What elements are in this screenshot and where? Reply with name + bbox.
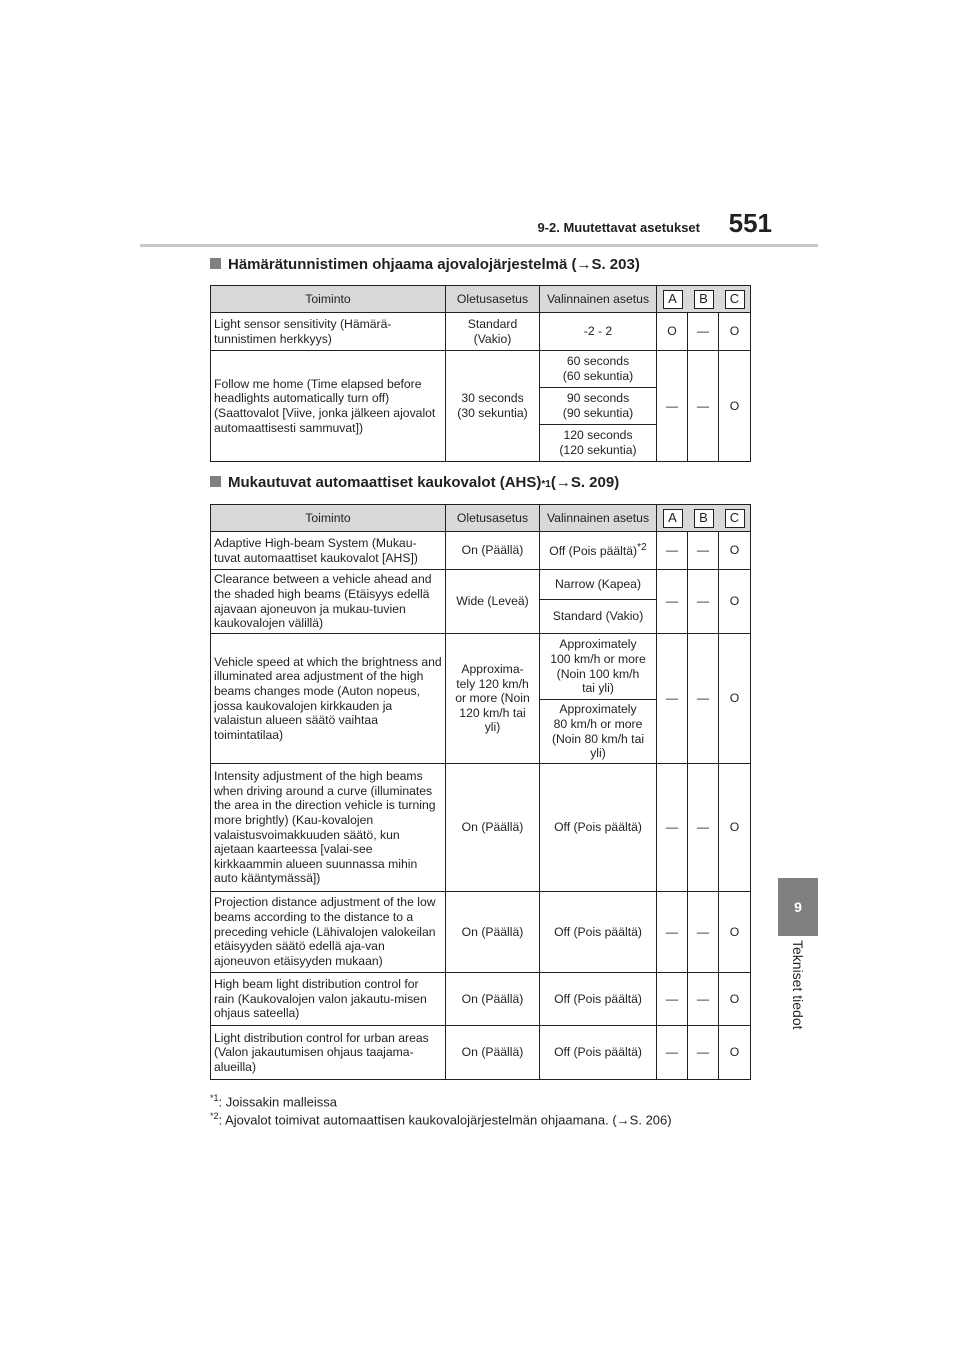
function-cell: Light sensor sensitivity (Hämärä-tunnistimen herkkyys) xyxy=(211,313,446,351)
b-cell: — xyxy=(688,532,719,570)
col-options-header: Valinnainen asetus xyxy=(540,286,657,313)
default-cell: On (Päällä) xyxy=(446,532,540,570)
c-cell: O xyxy=(719,351,751,462)
a-cell: — xyxy=(657,351,688,462)
default-cell: Standard (Vakio) xyxy=(446,313,540,351)
a-cell: — xyxy=(657,1026,688,1080)
option-cell: 120 seconds (120 sekuntia) xyxy=(540,425,657,462)
chapter-number: 9 xyxy=(794,899,802,915)
table-row xyxy=(211,351,751,388)
function-cell: Vehicle speed at which the brightness and illuminated area adjustment of the high beams changes mode (Auton nopeus, jossa kaukovalojen kirkkauden ja valaistun alueen säätö vaihtaa toimintatilaa) xyxy=(211,634,446,764)
default-cell: On (Päällä) xyxy=(446,764,540,892)
col-c-icon: C xyxy=(725,290,745,309)
footnote-1 xyxy=(210,1093,672,1111)
function-cell: Adaptive High-beam System (Mukau-tuvat automaattiset kaukovalot [AHS]) xyxy=(211,532,446,570)
footnote-2 xyxy=(210,1111,672,1129)
option-cell: Approximately 100 km/h or more (Noin 100 km/h tai yli) xyxy=(540,634,657,700)
b-cell: — xyxy=(688,764,719,892)
section-heading-1 xyxy=(210,256,640,273)
col-c-icon: C xyxy=(725,509,745,528)
a-cell: — xyxy=(657,532,688,570)
option-cell: 90 seconds (90 sekuntia) xyxy=(540,388,657,425)
b-cell: — xyxy=(688,892,719,973)
col-function-header: Toiminto xyxy=(211,505,446,532)
col-abc-header xyxy=(657,286,751,313)
option-cell: Off (Pois päältä) xyxy=(540,764,657,892)
option-text: Off (Pois päältä) xyxy=(549,544,638,559)
page-number: 551 xyxy=(728,208,772,238)
col-a-icon: A xyxy=(663,509,683,528)
section-heading-2-text: Mukautuvat automaattiset kaukovalot (AHS) xyxy=(228,474,542,491)
function-cell: Projection distance adjustment of the low beams according to the distance to a preceding vehicle (Lähivalojen valokeilan etäisyyden säätö edellä aja-van ajoneuvon etäisyyden mukaan) xyxy=(211,892,446,973)
table-row xyxy=(211,634,751,700)
default-cell: On (Päällä) xyxy=(446,892,540,973)
c-cell: O xyxy=(719,313,751,351)
table-header-row xyxy=(211,505,751,532)
c-cell: O xyxy=(719,973,751,1026)
option-cell: -2 - 2 xyxy=(540,313,657,351)
col-default-header: Oletusasetus xyxy=(446,286,540,313)
section-title: 9-2. Muutettavat asetukset xyxy=(537,220,700,235)
settings-table-1 xyxy=(210,285,751,462)
table-row xyxy=(211,764,751,892)
footnotes xyxy=(210,1093,672,1129)
col-abc-header xyxy=(657,505,751,532)
b-cell: — xyxy=(688,570,719,634)
c-cell: O xyxy=(719,570,751,634)
footnote-marker: *1 xyxy=(541,479,551,490)
footnote-mark: *2 xyxy=(210,1111,219,1122)
c-cell: O xyxy=(719,634,751,764)
footnote-text: : Ajovalot toimivat automaattisen kaukovalojärjestelmän ohjaamana. (→S. 206) xyxy=(218,1112,672,1128)
b-cell: — xyxy=(688,351,719,462)
b-cell: — xyxy=(688,634,719,764)
option-cell: 60 seconds (60 sekuntia) xyxy=(540,351,657,388)
function-cell: Clearance between a vehicle ahead and the shaded high beams (Etäisyys edellä ajavaan ajoneuvon ja mukau-tuvien kaukovalojen välillä) xyxy=(211,570,446,634)
function-cell: Intensity adjustment of the high beams when driving around a curve (illuminates the area in the direction vehicle is turning more brightly) (Kau-kovalojen valaistusvoimakkuuden säätö, kun ajetaan kaarteessa [valai-see kirkkaammin alueen suunnassa mihin auto kääntymässä]) xyxy=(211,764,446,892)
default-cell: Approxima- tely 120 km/h or more (Noin 120 km/h tai yli) xyxy=(446,634,540,764)
c-cell: O xyxy=(719,532,751,570)
page-reference: (→S. 209) xyxy=(550,474,620,491)
chapter-label: Tekniset tiedot xyxy=(790,940,806,1030)
section-heading-1-text: Hämärätunnistimen ohjaama ajovalojärjestelmä (→S. 203) xyxy=(228,256,640,273)
table-header-row xyxy=(211,286,751,313)
a-cell: — xyxy=(657,764,688,892)
option-cell: Standard (Vakio) xyxy=(540,600,657,634)
footnote-mark: *1 xyxy=(210,1093,219,1103)
col-b-icon: B xyxy=(694,509,714,528)
default-cell: On (Päällä) xyxy=(446,1026,540,1080)
a-cell: O xyxy=(657,313,688,351)
table-row xyxy=(211,892,751,973)
c-cell: O xyxy=(719,892,751,973)
a-cell: — xyxy=(657,973,688,1026)
table-row xyxy=(211,313,751,351)
heading-bullet-icon xyxy=(210,476,221,487)
option-cell: Approximately 80 km/h or more (Noin 80 km/h tai yli) xyxy=(540,700,657,764)
table-row xyxy=(211,973,751,1026)
b-cell: — xyxy=(688,973,719,1026)
function-cell: Follow me home (Time elapsed before headlights automatically turn off) (Saattovalot [Viive, jonka jälkeen ajovalot automaattisesti sammuvat]) xyxy=(211,351,446,462)
option-cell: Off (Pois päältä) xyxy=(540,892,657,973)
settings-table-2 xyxy=(210,504,751,1080)
option-cell xyxy=(540,532,657,570)
function-cell: Light distribution control for urban areas (Valon jakautumisen ohjaus taajama-alueilla) xyxy=(211,1026,446,1080)
option-cell: Off (Pois päältä) xyxy=(540,1026,657,1080)
col-b-icon: B xyxy=(694,290,714,309)
table-row xyxy=(211,570,751,600)
a-cell: — xyxy=(657,570,688,634)
a-cell: — xyxy=(657,892,688,973)
option-cell: Narrow (Kapea) xyxy=(540,570,657,600)
col-default-header: Oletusasetus xyxy=(446,505,540,532)
c-cell: O xyxy=(719,1026,751,1080)
function-cell: High beam light distribution control for rain (Kaukovalojen valon jakautu-misen ohjaus sateella) xyxy=(211,973,446,1026)
col-a-icon: A xyxy=(663,290,683,309)
col-options-header: Valinnainen asetus xyxy=(540,505,657,532)
default-cell: On (Päällä) xyxy=(446,973,540,1026)
header-divider xyxy=(140,244,818,247)
option-cell: Off (Pois päältä) xyxy=(540,973,657,1026)
footnote-text: : Joissakin malleissa xyxy=(218,1094,338,1110)
table-row xyxy=(211,532,751,570)
footnote-marker: *2 xyxy=(637,542,647,554)
section-heading-2 xyxy=(210,474,619,491)
chapter-tab xyxy=(778,878,818,936)
table-row xyxy=(211,1026,751,1080)
b-cell: — xyxy=(688,1026,719,1080)
a-cell: — xyxy=(657,634,688,764)
col-function-header: Toiminto xyxy=(211,286,446,313)
default-cell: Wide (Leveä) xyxy=(446,570,540,634)
b-cell: — xyxy=(688,313,719,351)
heading-bullet-icon xyxy=(210,258,221,269)
c-cell: O xyxy=(719,764,751,892)
default-cell: 30 seconds (30 sekuntia) xyxy=(446,351,540,462)
